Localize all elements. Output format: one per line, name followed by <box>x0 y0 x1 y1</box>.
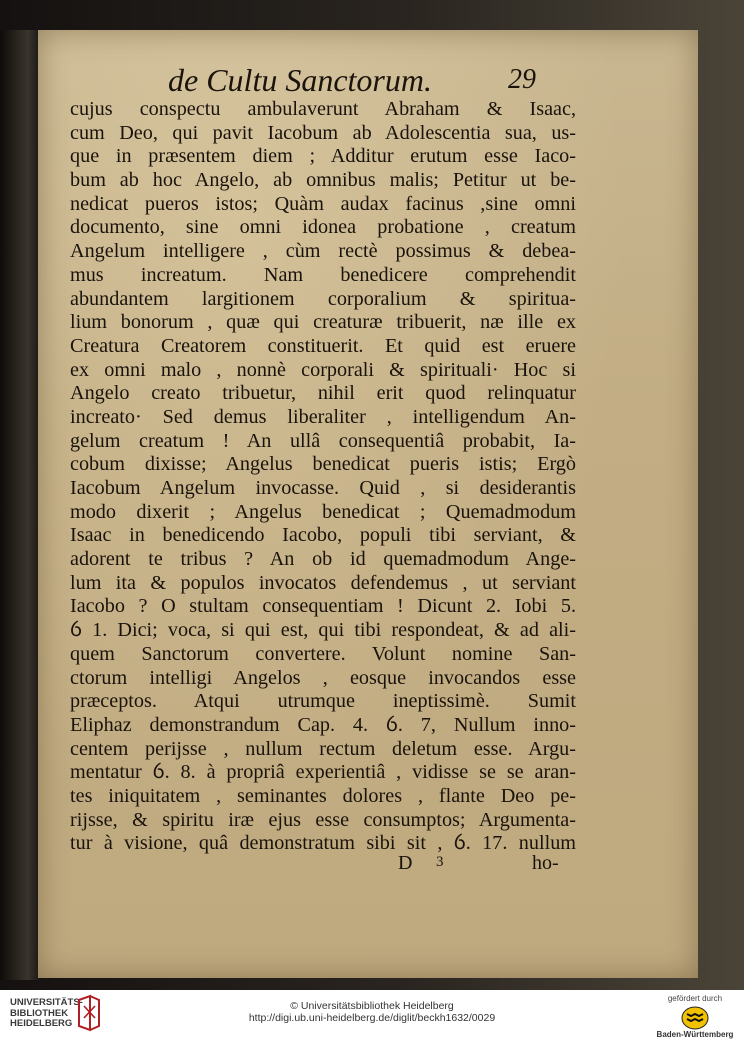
text-line: cobum dixisse; Angelus benedicat pueris istis; Ergò <box>70 453 576 476</box>
text-line: Iacobum Angelum invocasse. Quid , si desiderantis <box>70 477 576 499</box>
text-line: quem Sanctorum convertere. Volunt nomine San- <box>70 642 576 665</box>
text-line: lium bonorum , quæ qui creaturæ tribuerit, næ ille ex <box>70 311 576 334</box>
text-line: lum ita & populos invocatos defendemus , ut serviant <box>70 571 576 594</box>
text-line: increato· Sed demus liberaliter , intelligendum An- <box>70 405 576 428</box>
text-line: adorent te tribus ? An ob id quemadmodum Ange- <box>70 548 576 571</box>
text-line: ỽ 1. Dici; voca, si qui est, qui tibi respondeat, & ad ali- <box>70 619 576 642</box>
text-line: tes iniquitatem , seminantes dolores , flante Deo pe- <box>70 784 576 807</box>
text-line: modo dixerit ; Angelus benedicat ; Quemadmodum <box>70 500 576 523</box>
text-line: cujus conspectu ambulaverunt Abraham & Isaac, <box>70 98 576 120</box>
signature-number: 3 <box>436 854 444 870</box>
book-page <box>38 30 698 978</box>
catchword: ho- <box>532 852 559 874</box>
text-line: Angelum intelligere , cùm rectè possimus & debea- <box>70 240 576 263</box>
text-line: centem perijsse , nullum rectum deletum esse. Argu- <box>70 737 576 760</box>
permalink-url[interactable]: http://digi.ub.uni-heidelberg.de/diglit/beckh1632/0029 <box>248 1012 496 1024</box>
running-title: de Cultu Sanctorum. <box>168 62 432 98</box>
text-line: gelum creatum ! An ullâ consequentiâ probabit, Ia- <box>70 429 576 452</box>
book-edge <box>0 30 40 980</box>
text-line: Creatura Creatorem constituerit. Et quid est eruere <box>70 334 576 357</box>
text-line: Isaac in benedicendo Iacobo, populi tibi serviant, & <box>70 524 576 547</box>
library-logo-text[interactable]: UNIVERSITÄTS- BIBLIOTHEK HEIDELBERG <box>10 997 83 1029</box>
text-line: nedicat pueros istos; Quàm audax facinus ,sine omni <box>70 192 576 215</box>
text-line: abundantem largitionem corporalium & spiritua- <box>70 287 576 310</box>
text-line: præceptos. Atqui utrumque ineptissimè. Sumit <box>70 690 576 713</box>
viewer-footer-bar <box>0 990 744 1044</box>
text-line: Angelo creato tribuetur, nihil erit quod relinquatur <box>70 382 576 405</box>
text-line: bum ab hoc Angelo, ab omnibus malis; Petitur ut be- <box>70 169 576 192</box>
page-footer <box>38 852 698 882</box>
state-crest-icon <box>680 1006 710 1030</box>
text-line: mus increatum. Nam benedicere comprehendit <box>70 263 576 286</box>
text-line: rijsse, & spiritu iræ ejus esse consumptos; Argumenta- <box>70 808 576 831</box>
text-line: que in præsentem diem ; Additur erutum esse Iaco- <box>70 145 576 168</box>
funded-by-label: gefördert durch <box>667 994 723 1003</box>
body-text <box>70 98 576 856</box>
text-line: cum Deo, qui pavit Iacobum ab Adolescentia sua, us- <box>70 121 576 144</box>
text-line: ex omni malo , nonnè corporali & spirituali· Hoc si <box>70 358 576 381</box>
page-number: 29 <box>508 64 536 95</box>
funder-name: Baden-Württemberg <box>656 1030 734 1039</box>
text-line: Iacobo ? O stultam consequentiam ! Dicunt 2. Iobi 5. <box>70 595 576 618</box>
text-line: tur à visione, quâ demonstratum sibi sit , ỽ. 17. nullum <box>70 832 576 855</box>
copyright-text: © Universitätsbibliothek Heidelberg <box>290 1000 454 1012</box>
text-line: ctorum intelligi Angelos , eosque invocandos esse <box>70 666 576 689</box>
signature-mark: D <box>398 852 413 874</box>
text-line: mentatur ỽ. 8. à propriâ experientiâ , vidisse se se aran- <box>70 761 576 784</box>
text-line: documento, sine omni idonea probatione , creatum <box>70 216 576 239</box>
copyright-notice <box>0 1000 744 1024</box>
text-line: Eliphaz demonstrandum Cap. 4. ỽ. 7, Nullum inno- <box>70 713 576 736</box>
